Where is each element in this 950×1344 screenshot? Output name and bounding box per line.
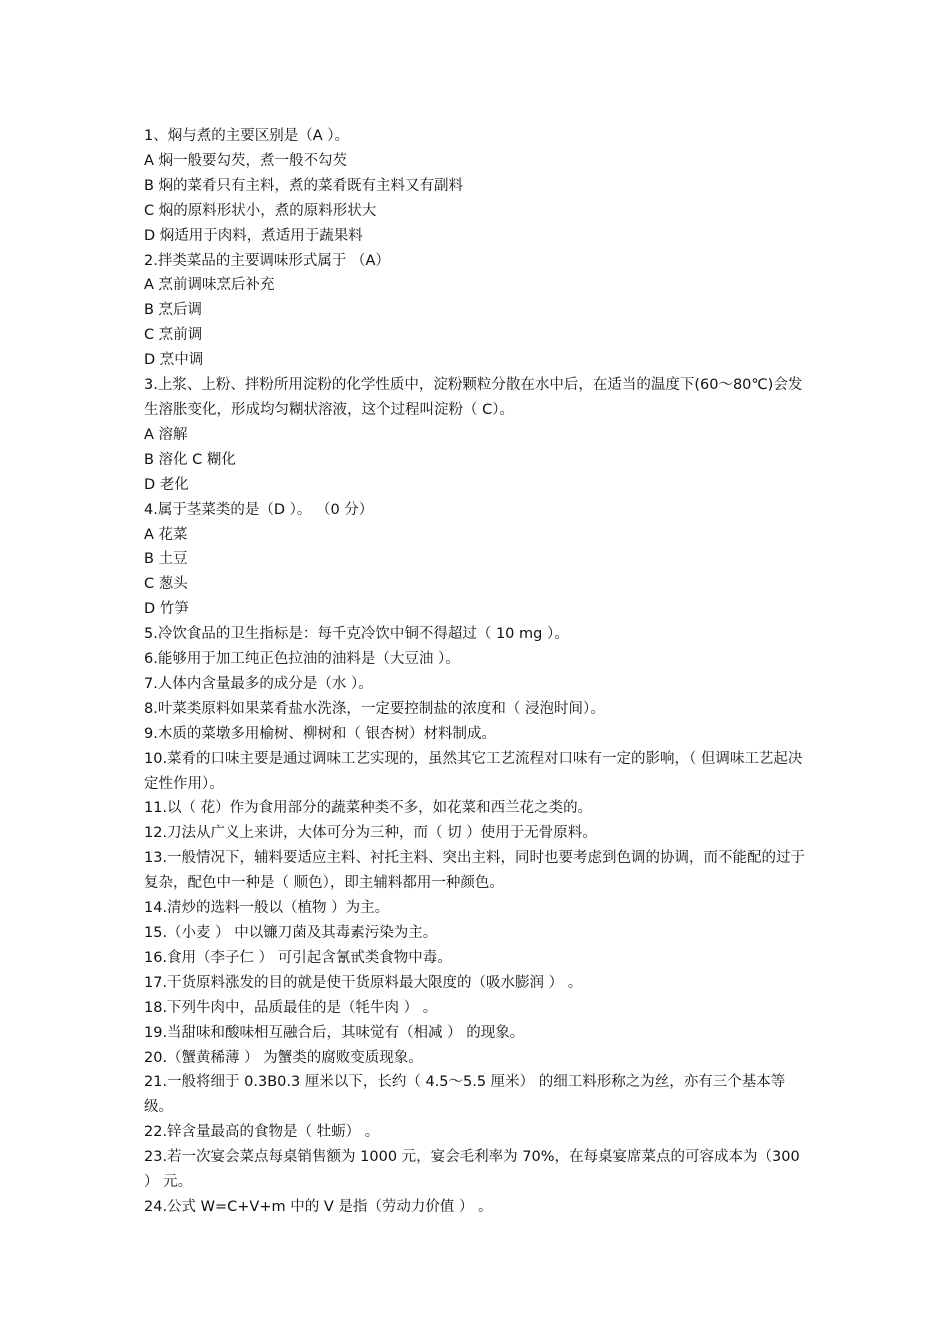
document-body: [144, 124, 806, 1220]
option-c: C 焖的原料形状小，煮的原料形状大: [144, 202, 377, 219]
question-19: 19.当甜味和酸味相互融合后，其味觉有（相减 ） 的现象。: [144, 1024, 525, 1041]
question-24: 24.公式 W=C+V+m 中的 V 是指（劳动力价值 ） 。: [144, 1198, 493, 1215]
option-b: B 烹后调: [144, 302, 203, 319]
option-a: A 焖一般要勾芡，煮一般不勾芡: [144, 152, 348, 169]
question-9: 9.木质的菜墩多用榆树、柳树和（ 银杏树）材料制成。: [144, 725, 496, 742]
question-8: 8.叶菜类原料如果菜肴盐水洗涤，一定要控制盐的浓度和（ 浸泡时间）。: [144, 700, 605, 717]
option-d: D 竹笋: [144, 601, 189, 618]
option-b: B 土豆: [144, 551, 188, 568]
question-16: 16.食用（李子仁 ） 可引起含氰甙类食物中毒。: [144, 949, 452, 966]
question-22: 22.锌含量最高的食物是（ 牡蛎） 。: [144, 1124, 380, 1141]
question-15: 15.（小麦 ） 中以镰刀菌及其毒素污染为主。: [144, 925, 438, 941]
question-14: 14.清炒的选料一般以（植物 ）为主。: [144, 900, 390, 917]
question-13: 13.一般情况下，辅料要适应主料、衬托主料、突出主料，同时也要考虑到色调的协调，而不能配的过于复杂，配色中一种是（ 顺色），即主辅料都用一种颜色。: [144, 850, 806, 892]
question-17: 17.干货原料涨发的目的就是使干货原料最大限度的（吸水膨润 ） 。: [144, 974, 583, 991]
question-21: 21.一般将细于 0.3B0.3 厘米以下，长约（ 4.5～5.5 厘米） 的细工料形称之为丝，亦有三个基本等级。: [144, 1074, 786, 1116]
question-4: 4.属于茎菜类的是（D ）。 （0 分）: [144, 501, 374, 518]
option-b: B 焖的菜肴只有主料，煮的菜肴既有主料又有副料: [144, 177, 464, 194]
option-b-c: B 溶化 C 糊化: [144, 451, 236, 468]
option-d: D 老化: [144, 476, 189, 493]
question-5: 5.冷饮食品的卫生指标是：每千克冷饮中铜不得超过（ 10 mg ）。: [144, 626, 569, 643]
question-20: 20.（蟹黄稀薄 ） 为蟹类的腐败变质现象。: [144, 1049, 423, 1066]
option-c: C 葱头: [144, 576, 188, 593]
question-3: 3.上浆、上粉、拌粉所用淀粉的化学性质中，淀粉颗粒分散在水中后，在适当的温度下(60～80℃)会发生溶胀变化，形成均匀糊状溶液，这个过程叫淀粉（ C）。: [144, 377, 803, 418]
question-12: 12.刀法从广义上来讲，大体可分为三种，而（ 切 ）使用于无骨原料。: [144, 825, 597, 842]
question-2: 2.拌类菜品的主要调味形式属于 （A）: [144, 252, 390, 269]
question-18: 18.下列牛肉中，品质最佳的是（牦牛肉 ） 。: [144, 999, 438, 1016]
question-7: 7.人体内含量最多的成分是（水 ）。: [144, 675, 373, 692]
question-1: 1、焖与煮的主要区别是（A ）。: [144, 128, 350, 144]
option-a: A 溶解: [144, 426, 188, 443]
question-23: 23.若一次宴会菜点每桌销售额为 1000 元，宴会毛利率为 70%，在每桌宴席菜点的可容成本为（300 ） 元。: [144, 1149, 805, 1191]
option-d: D 焖适用于肉料，煮适用于蔬果料: [144, 227, 363, 244]
option-d: D 烹中调: [144, 352, 204, 369]
option-a: A 花菜: [144, 526, 188, 543]
option-c: C 烹前调: [144, 327, 203, 344]
option-a: A 烹前调味烹后补充: [144, 277, 275, 294]
question-6: 6.能够用于加工纯正色拉油的油料是（大豆油 ）。: [144, 651, 460, 668]
question-10: 10.菜肴的口味主要是通过调味工艺实现的，虽然其它工艺流程对口味有一定的影响，（ 但调味工艺起决定性作用）。: [144, 750, 803, 792]
question-11: 11.以（ 花）作为食用部分的蔬菜种类不多，如花菜和西兰花之类的。: [144, 800, 593, 817]
